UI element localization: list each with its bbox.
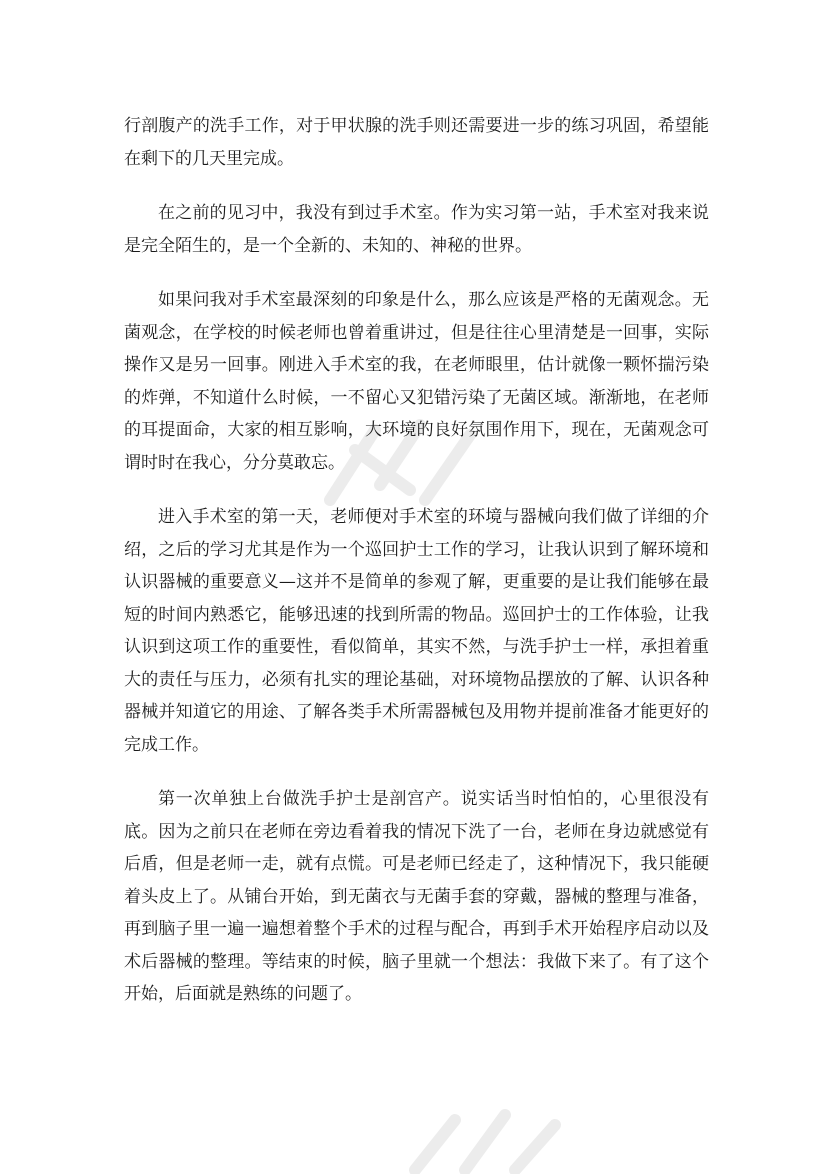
watermark-mark-bottom — [395, 1100, 575, 1174]
paragraph: 在之前的见习中，我没有到过手术室。作为实习第一站，手术室对我来说是完全陌生的，是一个全新的、未知的、神秘的世界。 — [124, 203, 709, 256]
document-body — [124, 110, 709, 1033]
paragraph: 进入手术室的第一天，老师便对手术室的环境与器械向我们做了详细的介绍，之后的学习尤其是作为一个巡回护士工作的学习，让我认识到了解环境和认识器械的重要意义—这并不是简单的参观了解，更重要的是让我们能够在最短的时间内熟悉它，能够迅速的找到所需的物品。巡回护士的工作体验，让我认识到这项工作的重要性，看似简单，其实不然，与洗手护士一样，承担着重大的责任与压力，必须有扎实的理论基础，对环境物品摆放的了解、认识各种器械并知道它的用途、了解各类手术所需器械包及用物并提前准备才能更好的完成工作。 — [124, 507, 709, 755]
paragraph: 第一次单独上台做洗手护士是剖宫产。说实话当时怕怕的，心里很没有底。因为之前只在老师在旁边看着我的情况下洗了一台，老师在身边就感觉有后盾，但是老师一走，就有点慌。可是老师已经走了，这种情况下，我只能硬着头皮上了。从铺台开始，到无菌衣与无菌手套的穿戴，器械的整理与准备，再到脑子里一遍一遍想着整个手术的过程与配合，再到手术开始程序启动以及术后器械的整理。等结束的时候，脑子里就一个想法：我做下来了。有了这个开始，后面就是熟练的问题了。 — [124, 789, 709, 1004]
paragraph: 行剖腹产的洗手工作，对于甲状腺的洗手则还需要进一步的练习巩固，希望能在剩下的几天里完成。 — [124, 116, 709, 169]
paragraph: 如果问我对手术室最深刻的印象是什么，那么应该是严格的无菌观念。无菌观念，在学校的时候老师也曾着重讲过，但是往往心里清楚是一回事，实际操作又是另一回事。刚进入手术室的我，在老师眼里，估计就像一颗怀揣污染的炸弹，不知道什么时候，一不留心又犯错污染了无菌区域。渐渐地，在老师的耳提面命，大家的相互影响，大环境的良好氛围作用下，现在，无菌观念可谓时时在我心，分分莫敢忘。 — [124, 290, 709, 473]
